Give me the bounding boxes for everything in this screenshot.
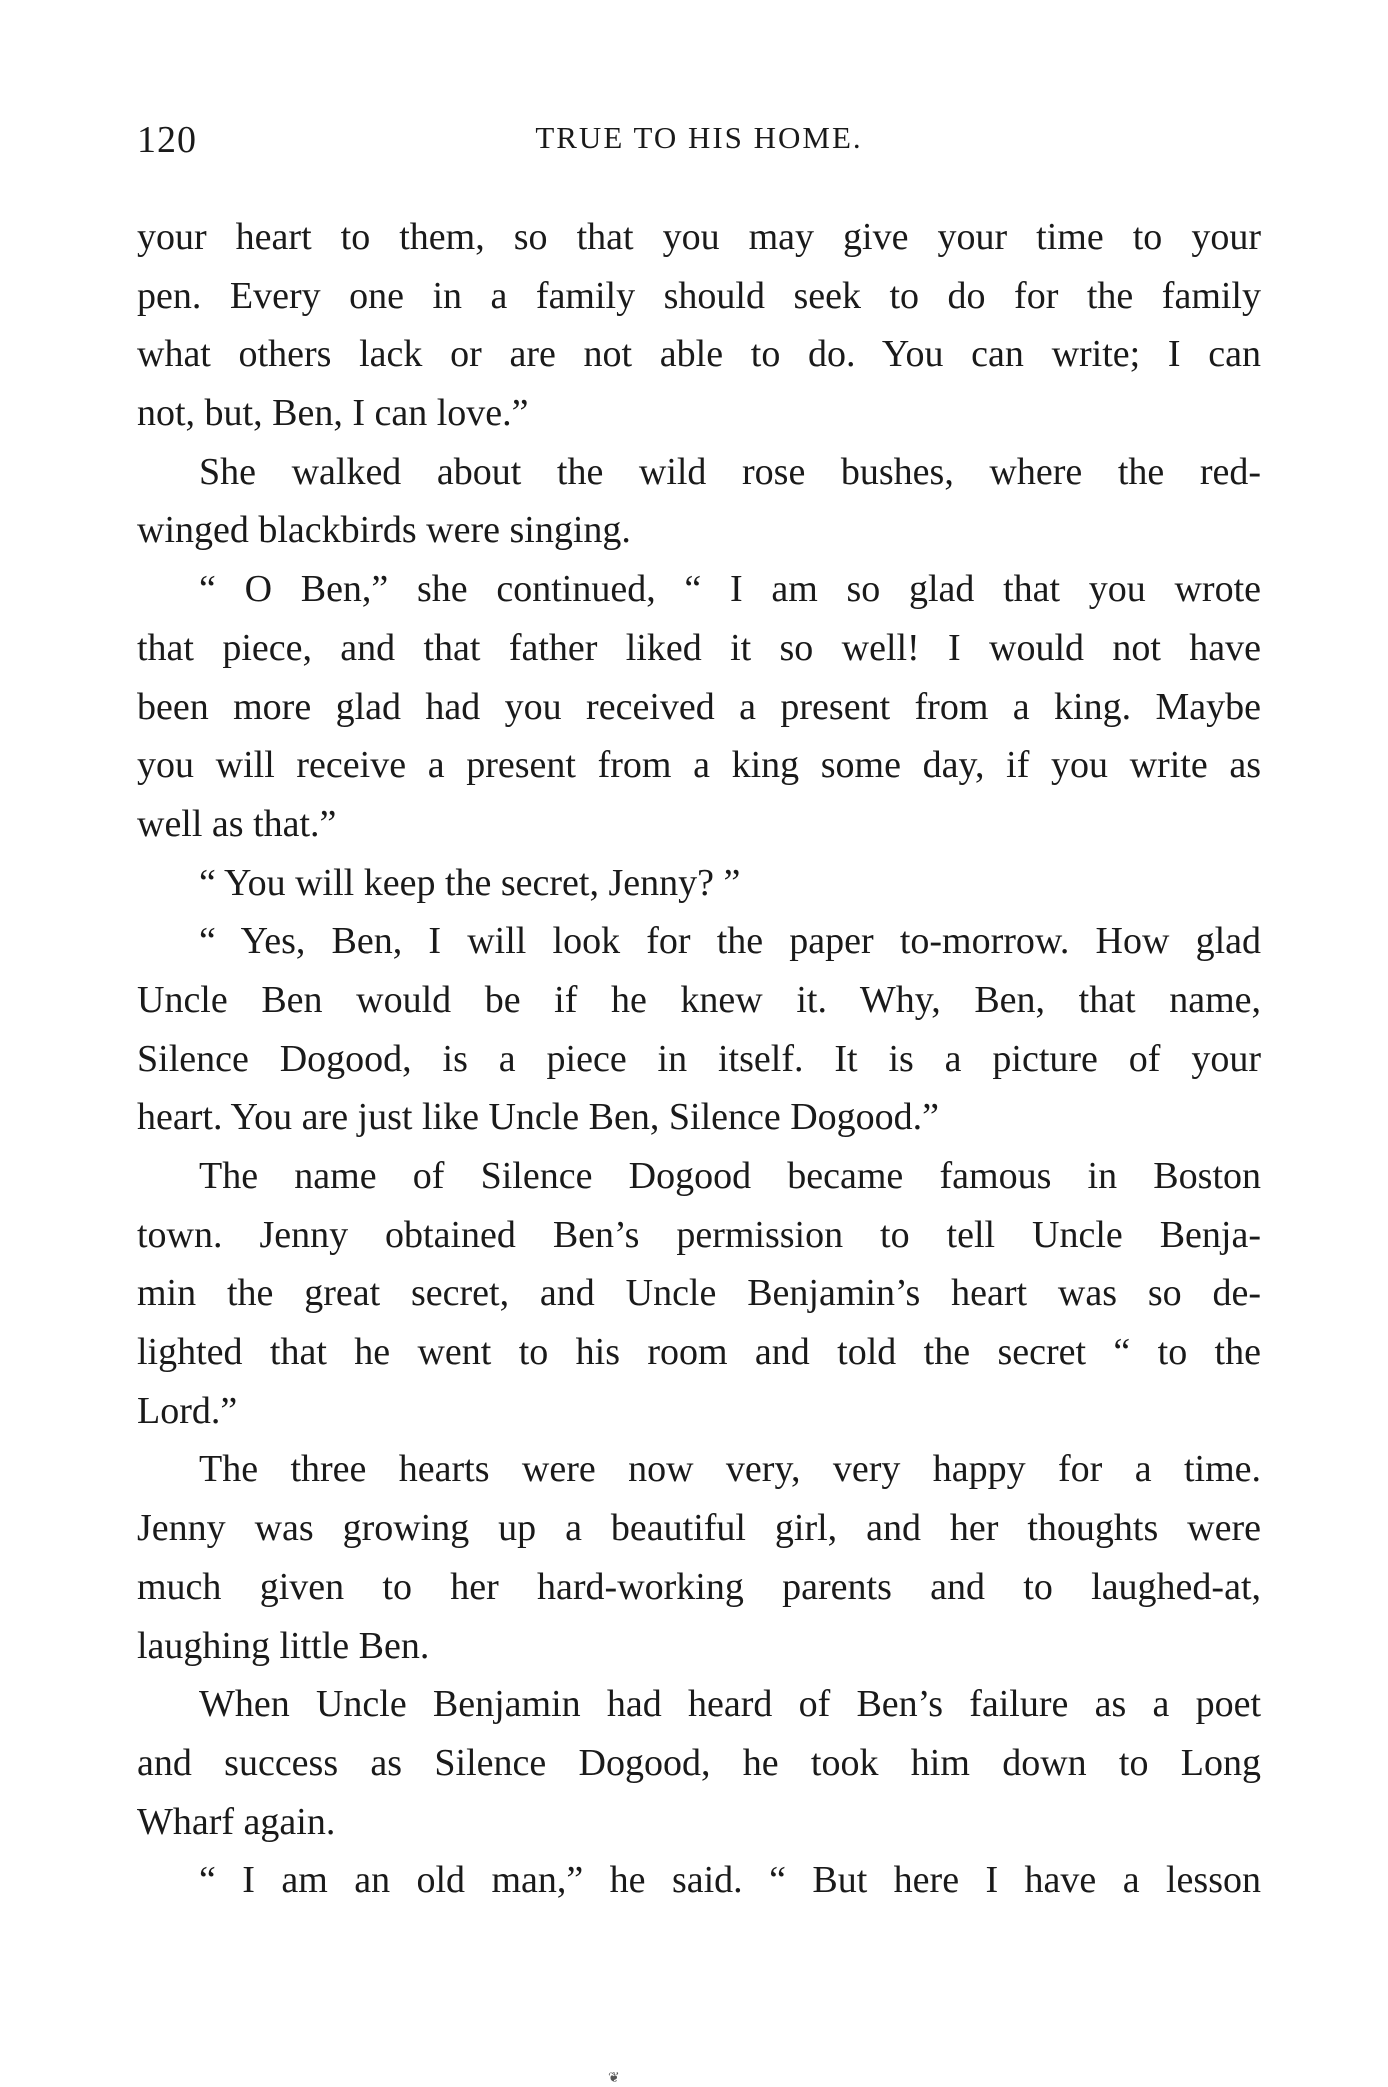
text-line: winged blackbirds were singing. — [137, 509, 631, 552]
text-line: much given to her hard-working parents and to laughed-at, — [137, 1565, 1261, 1608]
text-line: heart. You are just like Uncle Ben, Silence Dogood.” — [137, 1096, 940, 1139]
text-line: what others lack or are not able to do. You can write; I can — [137, 333, 1261, 376]
text-line: “ O Ben,” she continued, “ I am so glad that you wrote — [199, 568, 1261, 611]
text-line: town. Jenny obtained Ben’s permission to tell Uncle Benja- — [137, 1213, 1261, 1256]
text-line: not, but, Ben, I can love.” — [137, 392, 529, 435]
page-header — [137, 118, 1261, 168]
text-line: pen. Every one in a family should seek to do for the family — [137, 274, 1261, 317]
text-line: and success as Silence Dogood, he took him down to Long — [137, 1741, 1261, 1784]
text-line: laughing little Ben. — [137, 1624, 430, 1667]
text-line: Wharf again. — [137, 1800, 336, 1843]
text-line: “ I am an old man,” he said. “ But here I have a lesson — [199, 1859, 1261, 1902]
text-line: The name of Silence Dogood became famous in Boston — [199, 1155, 1261, 1197]
running-head: TRUE TO HIS HOME. — [535, 120, 863, 155]
text-line: “ You will keep the secret, Jenny? ” — [199, 861, 741, 904]
text-line: When Uncle Benjamin had heard of Ben’s failure as a poet — [199, 1683, 1261, 1726]
text-line: Jenny was growing up a beautiful girl, and her thoughts were — [137, 1507, 1261, 1550]
page-number: 120 — [137, 119, 197, 161]
text-line: She walked about the wild rose bushes, where the red- — [199, 450, 1261, 493]
text-line: The three hearts were now very, very happy for a time. — [199, 1448, 1261, 1491]
text-line: min the great secret, and Uncle Benjamin’s heart was so de- — [137, 1272, 1261, 1315]
text-line: you will receive a present from a king some day, if you write as — [137, 744, 1261, 787]
text-line: Silence Dogood, is a piece in itself. It is a picture of your — [137, 1037, 1261, 1080]
text-line: Lord.” — [137, 1389, 238, 1432]
text-line: been more glad had you received a present from a king. Maybe — [137, 685, 1261, 728]
printer-mark-glyph: ❦ — [608, 2071, 620, 2086]
text-line: Uncle Ben would be if he knew it. Why, Ben, that name, — [137, 978, 1261, 1021]
text-line: your heart to them, so that you may give your time to your — [137, 216, 1261, 258]
text-line: lighted that he went to his room and told the secret “ to the — [137, 1331, 1261, 1374]
text-line: “ Yes, Ben, I will look for the paper to-morrow. How glad — [199, 920, 1261, 963]
text-line: well as that.” — [137, 802, 337, 845]
body-text — [137, 208, 1261, 1910]
text-line: that piece, and that father liked it so well! I would not have — [137, 626, 1261, 669]
